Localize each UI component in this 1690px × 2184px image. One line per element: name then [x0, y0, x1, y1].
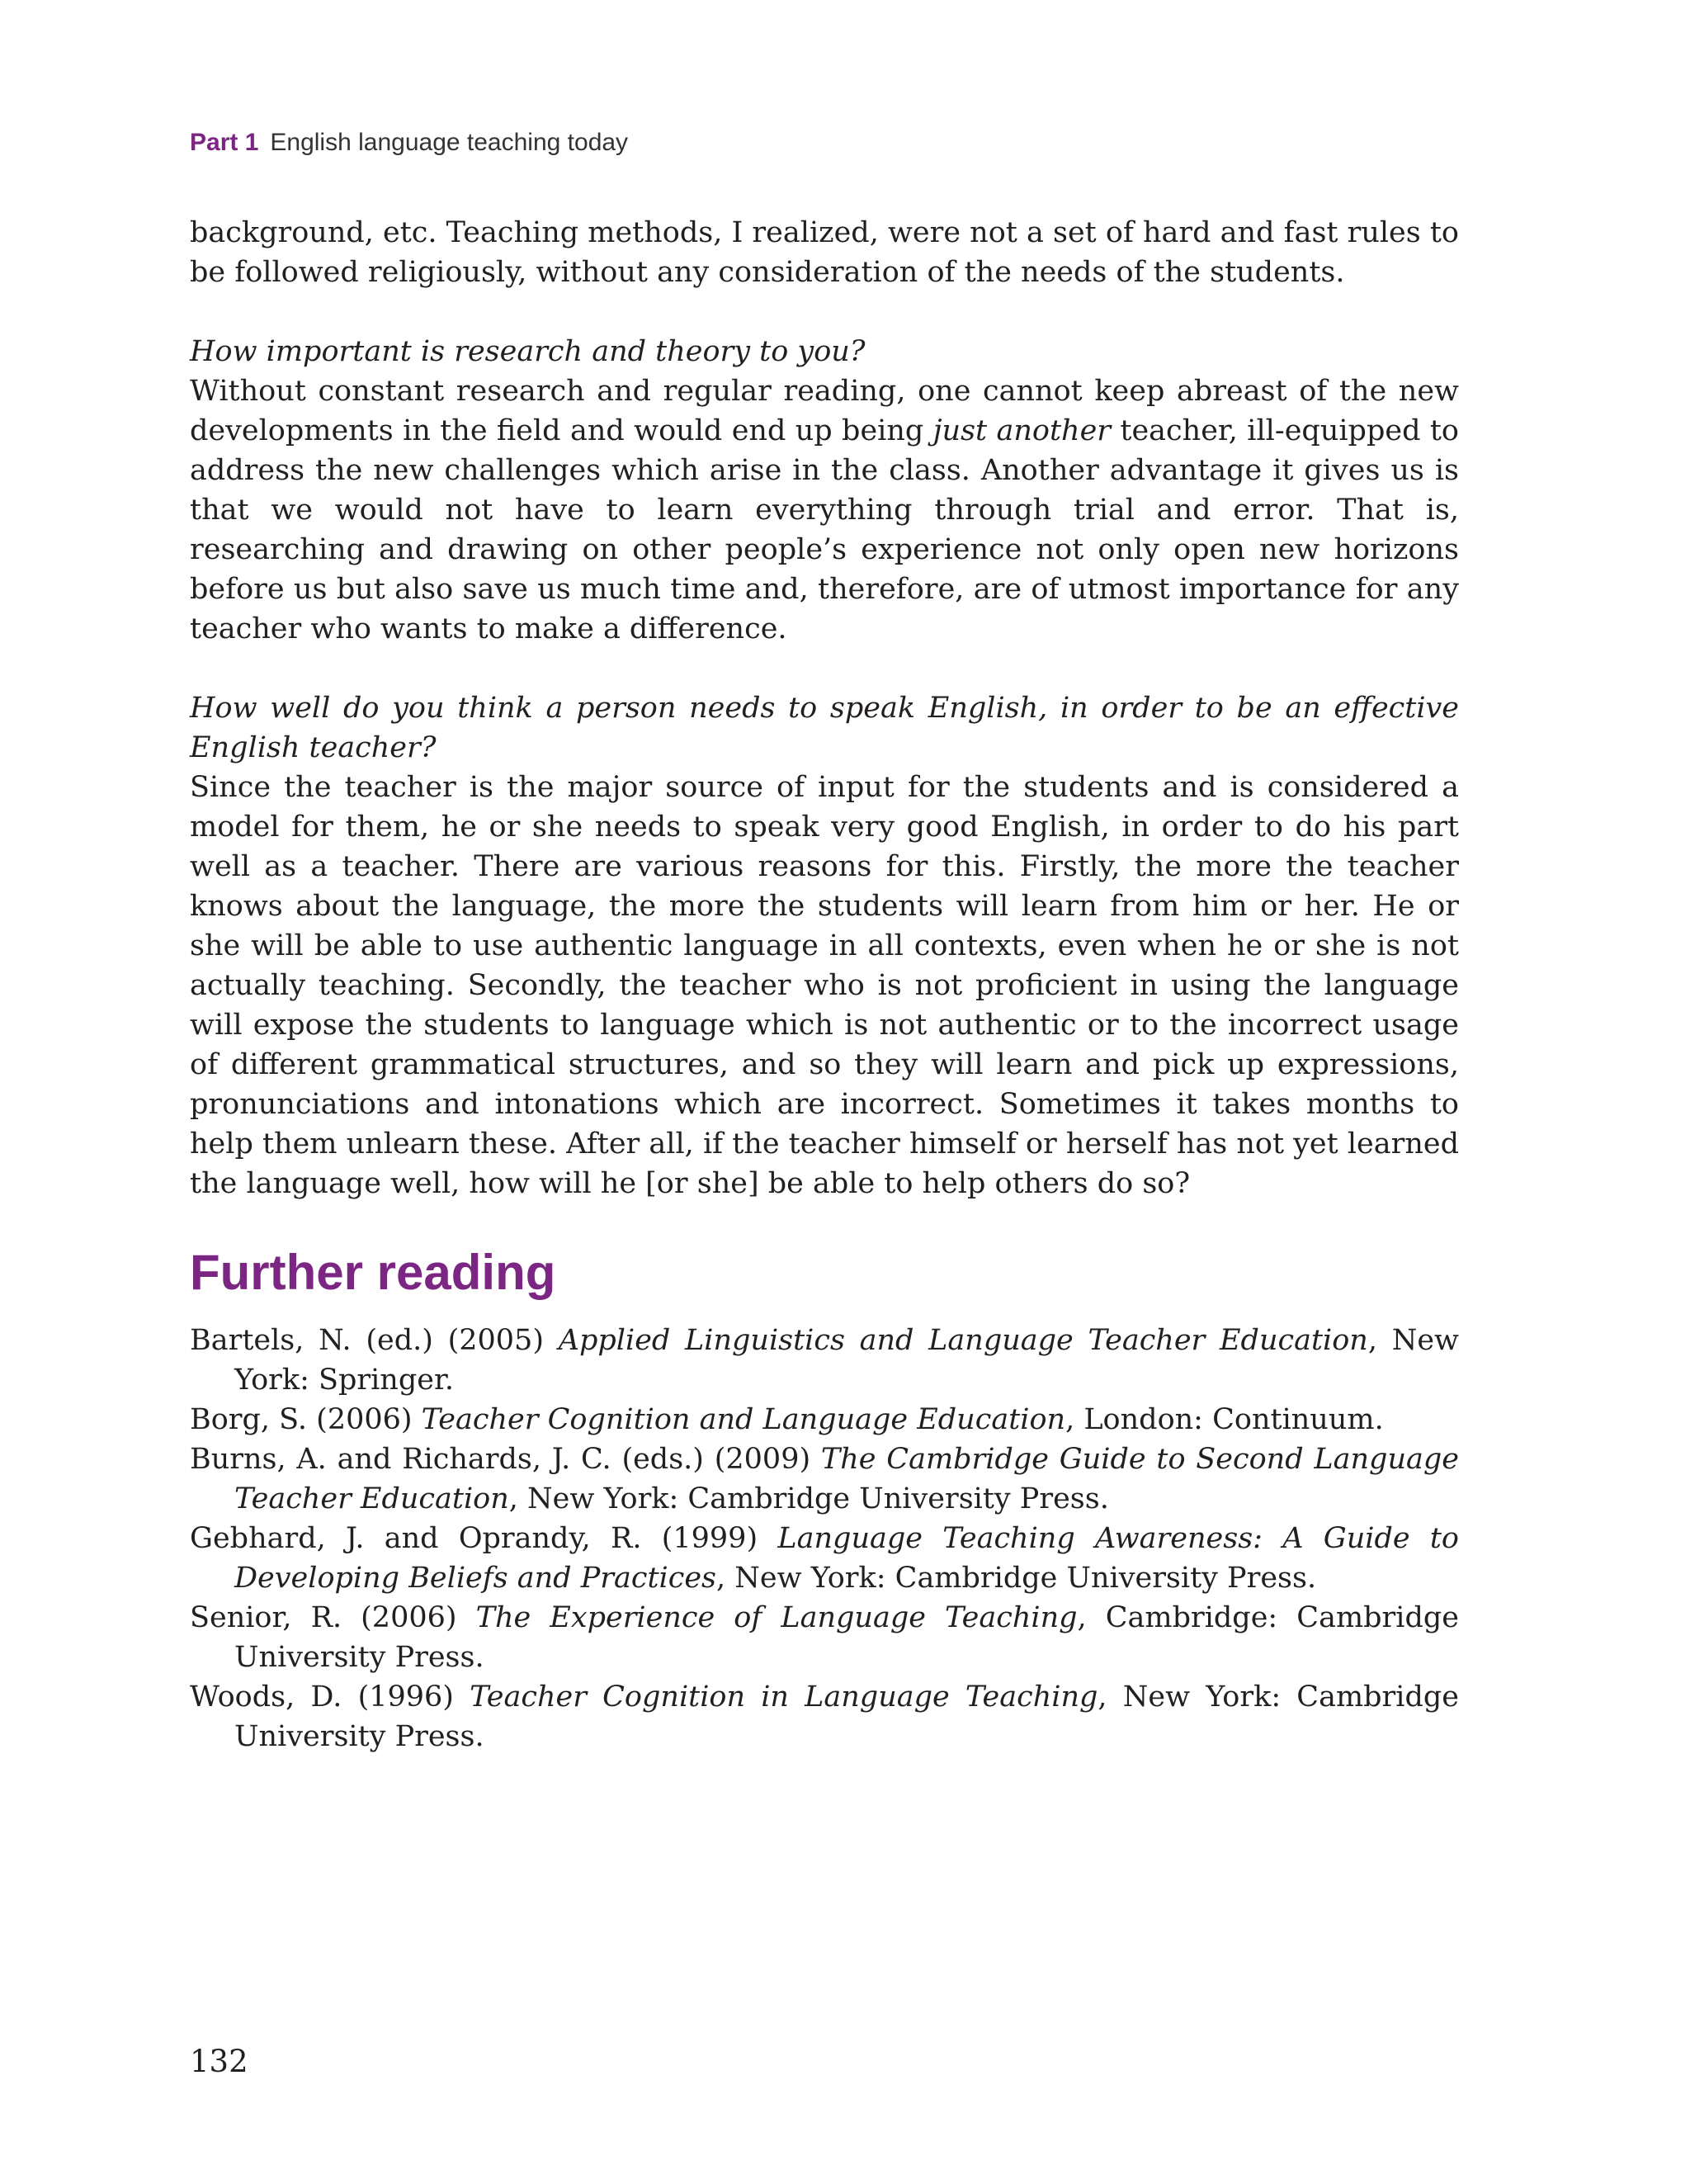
reference-title: Teacher Cognition in Language Teaching	[470, 1681, 1098, 1714]
reference-item	[190, 1519, 1459, 1598]
spacer	[190, 292, 1459, 332]
spacer	[190, 649, 1459, 688]
reference-list	[190, 1321, 1459, 1756]
reference-title: The Cambridge Guide to Second Language Teacher Education	[234, 1443, 1459, 1515]
reference-author: Gebhard, J. and Oprandy, R. (1999)	[190, 1522, 778, 1555]
reference-item	[190, 1598, 1459, 1677]
page-number: 132	[190, 2044, 248, 2079]
reference-author: Bartels, N. (ed.) (2005)	[190, 1324, 559, 1357]
reference-author: Borg, S. (2006)	[190, 1403, 422, 1436]
reference-publisher: , New York: Cambridge University Press.	[234, 1681, 1459, 1753]
reference-publisher: , New York: Cambridge University Press.	[508, 1482, 1109, 1515]
reference-author: Burns, A. and Richards, J. C. (eds.) (2009)	[190, 1443, 821, 1476]
question-research: How important is research and theory to you?	[190, 335, 866, 368]
reference-author: Senior, R. (2006)	[190, 1601, 476, 1634]
answer-research-start: Without constant research and regular reading, one cannot keep abreast of the new developments in the field and would end up being	[190, 375, 1459, 447]
reference-title: Applied Linguistics and Language Teacher Education	[558, 1324, 1368, 1357]
main-text	[190, 213, 1459, 1756]
running-head-part: Part 1	[190, 129, 259, 156]
reference-publisher: , New York: Cambridge University Press.	[716, 1562, 1317, 1595]
paragraph-continued: background, etc. Teaching methods, I realized, were not a set of hard and fast rules to be followed religiously, without any consideration of the needs of the students.	[190, 216, 1459, 289]
further-reading-heading: Further reading	[190, 1245, 556, 1300]
reference-item	[190, 1439, 1459, 1519]
reference-publisher: , Cambridge: Cambridge University Press.	[234, 1601, 1459, 1674]
reference-publisher: , New York: Springer.	[234, 1324, 1459, 1397]
reference-title: Language Teaching Awareness: A Guide to Developing Beliefs and Practices	[234, 1522, 1459, 1595]
answer-research	[190, 371, 1459, 649]
running-head-title: English language teaching today	[270, 129, 629, 156]
reference-item	[190, 1400, 1459, 1439]
reference-title: The Experience of Language Teaching	[475, 1601, 1078, 1634]
answer-research-end: teacher, ill-equipped to address the new challenges which arise in the class. Another advantage it gives us is that we would not have to learn everything through trial and error. That is, researching and drawing on other people’s experience not only open new horizons before us but also save us much time and, therefore, are of utmost importance for any teacher who wants to make a difference.	[190, 414, 1459, 645]
reference-title: Teacher Cognition and Language Education	[421, 1403, 1066, 1436]
answer-english: Since the teacher is the major source of input for the students and is considered a model for them, he or she needs to speak very good English, in order to do his part well as a teacher. There are various reasons for this. Firstly, the more the teacher knows about the language, the more the students will learn from him or her. He or she will be able to use authentic language in all contexts, even when he or she is not actually teaching. Secondly, the teacher who is not proficient in using the language will expose the students to language which is not authentic or to the incorrect usage of different grammatical structures, and so they will learn and pick up expressions, pronunciations and intonations which are incorrect. Sometimes it takes months to help them unlearn these. After all, if the teacher himself or herself has not yet learned the language well, how will he [or she] be able to help others do so?	[190, 771, 1459, 1200]
running-head	[190, 129, 628, 157]
reference-item	[190, 1321, 1459, 1400]
reference-author: Woods, D. (1996)	[190, 1681, 470, 1714]
answer-research-emphasis: just another	[932, 414, 1112, 447]
reference-publisher: , London: Continuum.	[1065, 1403, 1384, 1436]
reference-item	[190, 1677, 1459, 1756]
question-english: How well do you think a person needs to speak English, in order to be an effective English teacher?	[190, 692, 1459, 764]
